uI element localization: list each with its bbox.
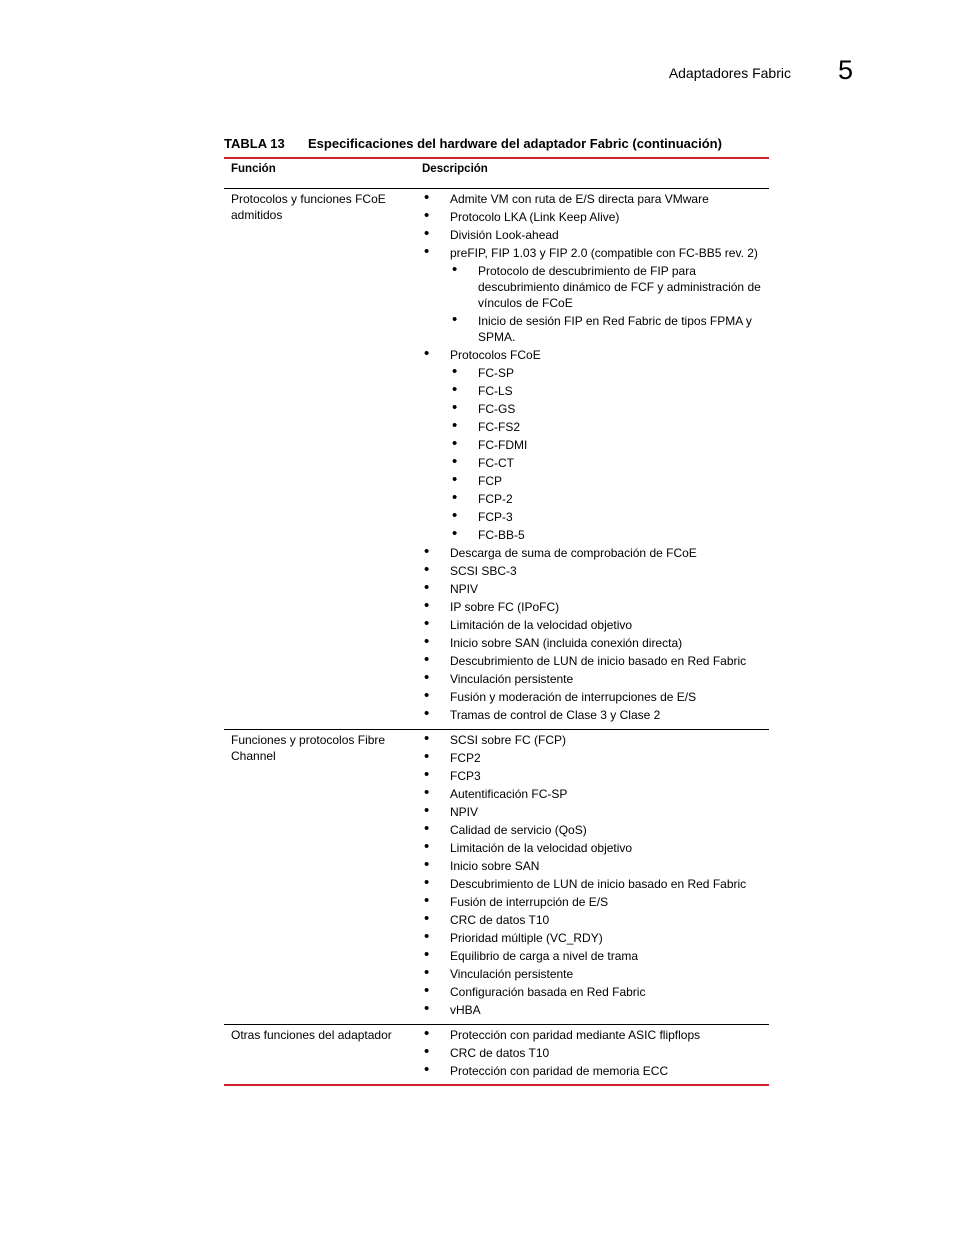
list-item: • División Look-ahead [424, 225, 559, 242]
row-description [424, 1027, 769, 1081]
list-item: • Protección con paridad de memoria ECC [424, 1061, 669, 1078]
list-item: • vHBA [424, 1000, 481, 1017]
list-item: • Descubrimiento de LUN de inicio basado en Red Fabric [424, 651, 747, 668]
list-item: • SCSI sobre FC (FCP) [424, 730, 567, 747]
list-item: • CRC de datos T10 [424, 910, 550, 927]
sub-list-item: • Protocolo de descubrimiento de FIP para descubrimiento dinámico de FCF y administración de vínculos de FCoE [452, 261, 761, 310]
list-item: • preFIP, FIP 1.03 y FIP 2.0 (compatible con FC-BB5 rev. 2) [424, 243, 758, 260]
table-row [224, 189, 769, 729]
sub-list-item: • FCP [452, 471, 502, 488]
row-description [424, 191, 769, 725]
list-item: • Autentificación FC-SP [424, 784, 568, 801]
sub-list-item: • FCP-3 [452, 507, 513, 524]
table-caption-label: TABLA 13 [224, 136, 285, 151]
table-row [224, 730, 769, 1024]
list-item: • Limitación de la velocidad objetivo [424, 615, 633, 632]
list-item: • Vinculación persistente [424, 669, 574, 686]
list-item: • Protocolos FCoE [424, 345, 541, 362]
sub-list-item: • FC-CT [452, 453, 514, 470]
list-item: • Inicio sobre SAN [424, 856, 540, 873]
list-item: • Tramas de control de Clase 3 y Clase 2 [424, 705, 661, 722]
table-caption-title: Especificaciones del hardware del adaptador Fabric (continuación) [308, 136, 722, 151]
sub-list-item: • FC-LS [452, 381, 513, 398]
table-header-row [224, 159, 769, 188]
list-item: • NPIV [424, 802, 479, 819]
list-item: • Protección con paridad mediante ASIC flipflops [424, 1025, 701, 1042]
list-item: • Limitación de la velocidad objetivo [424, 838, 633, 855]
sub-list-item: • FC-FS2 [452, 417, 520, 434]
sub-list-item: • FC-SP [452, 363, 514, 380]
list-item: • Protocolo LKA (Link Keep Alive) [424, 207, 620, 224]
sub-list-item: • FC-BB-5 [452, 525, 525, 542]
list-item: • IP sobre FC (IPoFC) [424, 597, 560, 614]
list-item: • Calidad de servicio (QoS) [424, 820, 587, 837]
list-item: • Prioridad múltiple (VC_RDY) [424, 928, 603, 945]
section-title: Adaptadores Fabric [668, 65, 791, 81]
list-item: • SCSI SBC-3 [424, 561, 517, 578]
table-caption [224, 136, 769, 151]
list-item: • NPIV [424, 579, 479, 596]
row-description [424, 732, 769, 1020]
chapter-number: 5 [838, 55, 854, 85]
list-item: • Equilibrio de carga a nivel de trama [424, 946, 639, 963]
list-item: • Admite VM con ruta de E/S directa para VMware [424, 189, 709, 206]
list-item: • FCP2 [424, 748, 481, 765]
list-item: • Descarga de suma de comprobación de FCoE [424, 543, 697, 560]
list-item: • CRC de datos T10 [424, 1043, 550, 1060]
list-item: • Descubrimiento de LUN de inicio basado en Red Fabric [424, 874, 747, 891]
list-item: • Fusión y moderación de interrupciones de E/S [424, 687, 697, 704]
list-item: • Fusión de interrupción de E/S [424, 892, 609, 909]
row-function-label: Protocolos y funciones FCoE admitidos [231, 192, 386, 222]
header-descripcion: Descripción [422, 163, 488, 175]
row-function-label: Otras funciones del adaptador [231, 1028, 392, 1042]
table-row [224, 1025, 769, 1084]
sub-list-item: • FC-FDMI [452, 435, 528, 452]
list-item: • Vinculación persistente [424, 964, 574, 981]
sub-list-item: • Inicio de sesión FIP en Red Fabric de tipos FPMA y SPMA. [452, 311, 752, 344]
spec-table [224, 157, 769, 1086]
list-item: • Configuración basada en Red Fabric [424, 982, 646, 999]
sub-list-item: • FC-GS [452, 399, 516, 416]
sub-list-item: • FCP-2 [452, 489, 513, 506]
table-bottom-rule [224, 1084, 769, 1086]
sub-list [424, 263, 769, 345]
header-funcion: Función [231, 163, 276, 175]
sub-list [424, 365, 769, 543]
list-item: • Inicio sobre SAN (incluida conexión directa) [424, 633, 683, 650]
row-function-label: Funciones y protocolos Fibre Channel [231, 733, 386, 763]
list-item: • FCP3 [424, 766, 481, 783]
